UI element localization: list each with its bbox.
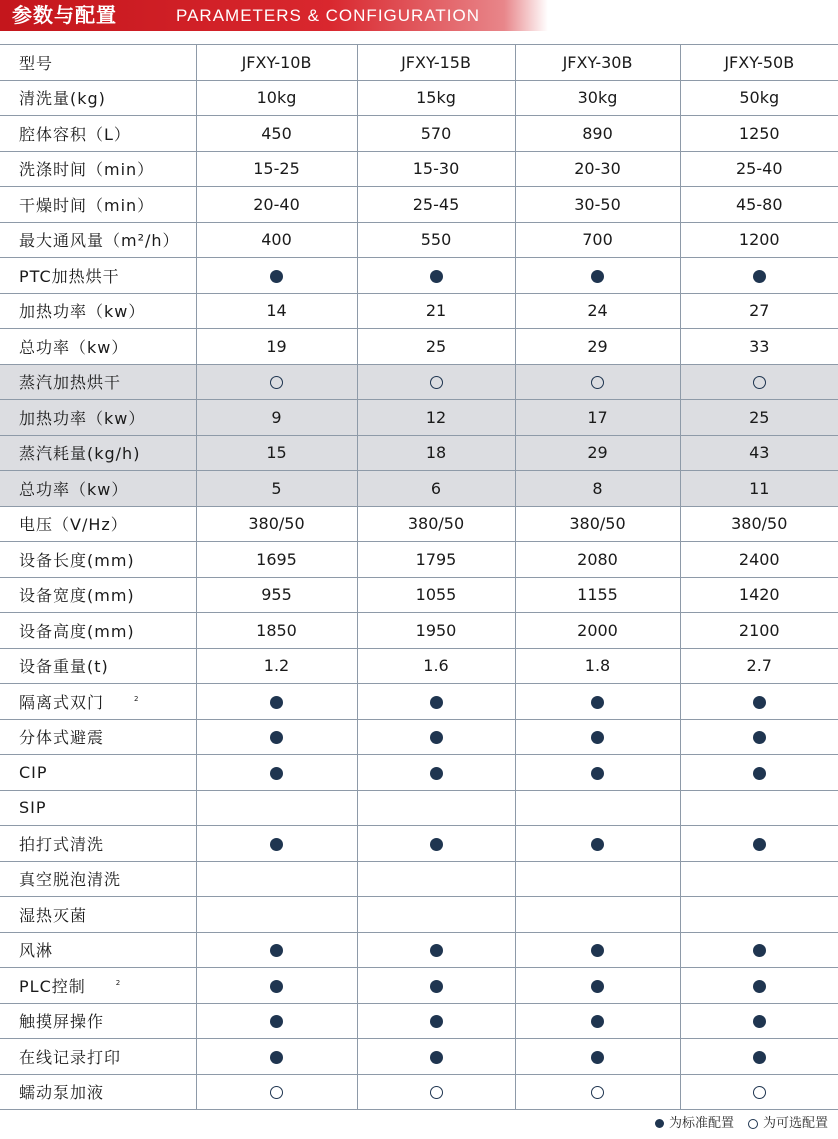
standard-marker-icon <box>430 1051 443 1064</box>
standard-marker-icon <box>270 1051 283 1064</box>
standard-marker-icon <box>591 838 604 851</box>
value-cell: 1.2 <box>196 648 357 684</box>
value-cell <box>196 1074 357 1110</box>
value-cell <box>196 755 357 791</box>
row-note: 2 <box>115 979 122 988</box>
row-label <box>0 826 196 862</box>
standard-marker-icon <box>430 980 443 993</box>
table-header-row <box>0 45 838 81</box>
value-cell <box>680 684 838 720</box>
row-label-text: 设备宽度(mm) <box>19 586 135 606</box>
row-label-text: 真空脱泡清洗 <box>19 870 122 890</box>
value-cell: 570 <box>357 116 515 152</box>
value-cell <box>196 861 357 897</box>
row-label <box>0 648 196 684</box>
value-cell <box>196 1039 357 1075</box>
standard-marker-icon <box>591 767 604 780</box>
row-label <box>0 400 196 436</box>
value-cell: 29 <box>515 435 680 471</box>
standard-marker-icon <box>270 731 283 744</box>
row-label <box>0 506 196 542</box>
row-label-text: 设备高度(mm) <box>19 621 135 641</box>
standard-marker-icon <box>591 944 604 957</box>
value-cell <box>515 364 680 400</box>
table-row <box>0 826 838 862</box>
standard-marker-icon <box>430 731 443 744</box>
value-cell <box>680 826 838 862</box>
section-title-cn: 参数与配置 <box>12 3 117 27</box>
value-cell <box>196 826 357 862</box>
optional-marker-icon <box>591 376 604 389</box>
header-cell-model: JFXY-15B <box>357 45 515 81</box>
standard-marker-icon <box>270 838 283 851</box>
value-cell <box>515 790 680 826</box>
optional-marker-icon <box>270 1086 283 1099</box>
standard-marker-icon <box>430 1015 443 1028</box>
value-cell <box>680 719 838 755</box>
row-label <box>0 1039 196 1075</box>
value-cell: 17 <box>515 400 680 436</box>
row-label-text: 洗涤时间（min） <box>19 160 155 180</box>
header-cell-model: JFXY-10B <box>196 45 357 81</box>
value-cell <box>196 968 357 1004</box>
value-cell <box>680 258 838 294</box>
value-cell: 29 <box>515 329 680 365</box>
value-cell: 19 <box>196 329 357 365</box>
table-row <box>0 577 838 613</box>
value-cell: 25 <box>680 400 838 436</box>
value-cell: 1250 <box>680 116 838 152</box>
value-cell: 45-80 <box>680 187 838 223</box>
value-cell <box>680 755 838 791</box>
table-row <box>0 222 838 258</box>
value-cell <box>680 1003 838 1039</box>
row-label <box>0 471 196 507</box>
table-row <box>0 932 838 968</box>
table-row <box>0 258 838 294</box>
value-cell: 1695 <box>196 542 357 578</box>
row-label-text: 湿热灭菌 <box>19 905 88 925</box>
value-cell <box>357 1039 515 1075</box>
standard-marker-icon <box>270 767 283 780</box>
optional-marker-icon <box>748 1119 758 1129</box>
row-label <box>0 222 196 258</box>
table-row <box>0 329 838 365</box>
table-row <box>0 435 838 471</box>
standard-marker-icon <box>270 696 283 709</box>
row-label <box>0 684 196 720</box>
value-cell: 955 <box>196 577 357 613</box>
row-label <box>0 968 196 1004</box>
value-cell: 380/50 <box>515 506 680 542</box>
table-row <box>0 613 838 649</box>
row-label-text: PLC控制 <box>19 976 86 996</box>
value-cell <box>515 258 680 294</box>
row-label-text: 腔体容积（L） <box>19 124 131 144</box>
legend-standard-label: 为标准配置 <box>668 1116 734 1131</box>
standard-marker-icon <box>270 980 283 993</box>
value-cell: 1420 <box>680 577 838 613</box>
row-label <box>0 1003 196 1039</box>
table-row <box>0 116 838 152</box>
row-label-text: 设备长度(mm) <box>19 550 135 570</box>
standard-marker-icon <box>430 270 443 283</box>
value-cell: 2100 <box>680 613 838 649</box>
value-cell: 1200 <box>680 222 838 258</box>
value-cell: 700 <box>515 222 680 258</box>
table-row <box>0 542 838 578</box>
row-note: 2 <box>134 695 140 704</box>
table-row <box>0 471 838 507</box>
value-cell <box>357 968 515 1004</box>
standard-marker-icon <box>591 1051 604 1064</box>
optional-marker-icon <box>270 376 283 389</box>
standard-marker-icon <box>591 980 604 993</box>
row-label <box>0 364 196 400</box>
row-label-text: 总功率（kw） <box>19 337 129 357</box>
value-cell <box>196 258 357 294</box>
value-cell <box>515 968 680 1004</box>
value-cell: 1.8 <box>515 648 680 684</box>
table-row <box>0 790 838 826</box>
standard-marker-icon <box>591 696 604 709</box>
standard-marker-icon <box>591 270 604 283</box>
value-cell: 33 <box>680 329 838 365</box>
optional-marker-icon <box>430 376 443 389</box>
value-cell: 11 <box>680 471 838 507</box>
section-header-banner <box>0 0 548 31</box>
value-cell <box>357 861 515 897</box>
value-cell <box>196 790 357 826</box>
row-label-text: 隔离式双门 <box>19 692 105 712</box>
value-cell: 18 <box>357 435 515 471</box>
row-label-text: 干燥时间（min） <box>19 195 155 215</box>
standard-marker-icon <box>655 1119 664 1128</box>
value-cell: 450 <box>196 116 357 152</box>
table-row <box>0 364 838 400</box>
optional-marker-icon <box>591 1086 604 1099</box>
value-cell <box>515 861 680 897</box>
spec-table <box>0 44 838 1110</box>
value-cell <box>515 719 680 755</box>
value-cell <box>515 684 680 720</box>
value-cell: 30kg <box>515 80 680 116</box>
value-cell: 400 <box>196 222 357 258</box>
value-cell: 1950 <box>357 613 515 649</box>
value-cell: 15-25 <box>196 151 357 187</box>
row-label-text: 拍打式清洗 <box>19 834 105 854</box>
row-label <box>0 329 196 365</box>
value-cell <box>680 968 838 1004</box>
value-cell <box>680 364 838 400</box>
standard-marker-icon <box>430 696 443 709</box>
value-cell <box>196 1003 357 1039</box>
row-label-text: 分体式避震 <box>19 728 105 748</box>
value-cell <box>357 719 515 755</box>
optional-marker-icon <box>753 1086 766 1099</box>
row-label <box>0 613 196 649</box>
value-cell <box>515 1003 680 1039</box>
value-cell: 20-40 <box>196 187 357 223</box>
row-label-text: 风淋 <box>19 941 54 961</box>
table-row <box>0 80 838 116</box>
value-cell <box>515 755 680 791</box>
row-label <box>0 932 196 968</box>
value-cell: 380/50 <box>196 506 357 542</box>
row-label <box>0 151 196 187</box>
value-cell: 5 <box>196 471 357 507</box>
standard-marker-icon <box>591 731 604 744</box>
row-label-text: PTC加热烘干 <box>19 266 120 286</box>
value-cell: 14 <box>196 293 357 329</box>
value-cell: 25-45 <box>357 187 515 223</box>
value-cell <box>357 826 515 862</box>
standard-marker-icon <box>270 944 283 957</box>
standard-marker-icon <box>753 767 766 780</box>
value-cell: 24 <box>515 293 680 329</box>
value-cell <box>196 684 357 720</box>
value-cell: 15-30 <box>357 151 515 187</box>
row-label <box>0 187 196 223</box>
table-row <box>0 648 838 684</box>
legend-optional-label: 为可选配置 <box>762 1116 828 1131</box>
value-cell <box>515 897 680 933</box>
row-label <box>0 258 196 294</box>
row-label-text: 加热功率（kw） <box>19 408 146 428</box>
value-cell <box>680 932 838 968</box>
value-cell: 890 <box>515 116 680 152</box>
standard-marker-icon <box>270 1015 283 1028</box>
table-row <box>0 506 838 542</box>
standard-marker-icon <box>591 1015 604 1028</box>
standard-marker-icon <box>753 270 766 283</box>
spec-table-body <box>0 45 838 1110</box>
value-cell: 27 <box>680 293 838 329</box>
value-cell <box>357 364 515 400</box>
value-cell: 10kg <box>196 80 357 116</box>
value-cell <box>515 1074 680 1110</box>
value-cell: 6 <box>357 471 515 507</box>
standard-marker-icon <box>270 270 283 283</box>
table-row <box>0 684 838 720</box>
value-cell: 1795 <box>357 542 515 578</box>
header-cell-model: JFXY-50B <box>680 45 838 81</box>
header-cell-label: 型号 <box>0 45 196 81</box>
value-cell <box>357 755 515 791</box>
row-label <box>0 435 196 471</box>
row-label-text: 在线记录打印 <box>19 1047 122 1067</box>
row-label <box>0 1074 196 1110</box>
value-cell: 1.6 <box>357 648 515 684</box>
value-cell: 21 <box>357 293 515 329</box>
value-cell: 1055 <box>357 577 515 613</box>
standard-marker-icon <box>430 944 443 957</box>
row-label-text: 清洗量(kg) <box>19 89 106 109</box>
value-cell <box>357 1074 515 1110</box>
value-cell: 2000 <box>515 613 680 649</box>
row-label <box>0 577 196 613</box>
row-label-text: 蒸汽加热烘干 <box>19 373 122 393</box>
value-cell: 50kg <box>680 80 838 116</box>
row-label-text: 加热功率（kw） <box>19 302 146 322</box>
value-cell: 8 <box>515 471 680 507</box>
value-cell: 12 <box>357 400 515 436</box>
row-label-text: 总功率（kw） <box>19 479 129 499</box>
table-row <box>0 151 838 187</box>
row-label <box>0 80 196 116</box>
optional-marker-icon <box>753 376 766 389</box>
value-cell <box>680 1074 838 1110</box>
row-label <box>0 116 196 152</box>
value-cell: 25-40 <box>680 151 838 187</box>
row-label <box>0 861 196 897</box>
value-cell: 15kg <box>357 80 515 116</box>
row-label <box>0 293 196 329</box>
table-row <box>0 968 838 1004</box>
standard-marker-icon <box>753 944 766 957</box>
value-cell: 15 <box>196 435 357 471</box>
table-row <box>0 861 838 897</box>
value-cell <box>357 258 515 294</box>
value-cell: 25 <box>357 329 515 365</box>
row-label-text: 设备重量(t) <box>19 657 109 677</box>
value-cell <box>515 932 680 968</box>
value-cell: 1850 <box>196 613 357 649</box>
row-label <box>0 897 196 933</box>
table-row <box>0 719 838 755</box>
standard-marker-icon <box>430 767 443 780</box>
table-row <box>0 400 838 436</box>
value-cell <box>196 897 357 933</box>
standard-marker-icon <box>753 838 766 851</box>
value-cell: 1155 <box>515 577 680 613</box>
value-cell <box>196 364 357 400</box>
header-cell-model: JFXY-30B <box>515 45 680 81</box>
value-cell <box>357 932 515 968</box>
standard-marker-icon <box>430 838 443 851</box>
row-label-text: 蠕动泵加液 <box>19 1083 105 1103</box>
row-label-text: 电压（V/Hz） <box>19 515 128 535</box>
value-cell <box>680 1039 838 1075</box>
value-cell: 30-50 <box>515 187 680 223</box>
value-cell: 380/50 <box>357 506 515 542</box>
row-label-text: SIP <box>19 798 47 818</box>
value-cell <box>357 684 515 720</box>
value-cell: 2.7 <box>680 648 838 684</box>
value-cell <box>196 719 357 755</box>
table-row <box>0 293 838 329</box>
value-cell <box>680 897 838 933</box>
table-row <box>0 187 838 223</box>
value-cell <box>357 897 515 933</box>
row-label-text: 最大通风量（m²/h） <box>19 231 180 251</box>
value-cell <box>680 790 838 826</box>
optional-marker-icon <box>430 1086 443 1099</box>
value-cell <box>680 861 838 897</box>
row-label <box>0 719 196 755</box>
value-cell <box>515 826 680 862</box>
row-label <box>0 542 196 578</box>
table-row <box>0 1074 838 1110</box>
value-cell: 2080 <box>515 542 680 578</box>
value-cell: 380/50 <box>680 506 838 542</box>
legend <box>655 1109 828 1139</box>
table-row <box>0 897 838 933</box>
standard-marker-icon <box>753 1015 766 1028</box>
value-cell <box>357 1003 515 1039</box>
value-cell <box>357 790 515 826</box>
row-label <box>0 755 196 791</box>
value-cell: 550 <box>357 222 515 258</box>
value-cell: 20-30 <box>515 151 680 187</box>
section-title-en: PARAMETERS & CONFIGURATION <box>176 6 481 25</box>
value-cell: 9 <box>196 400 357 436</box>
table-row <box>0 1003 838 1039</box>
table-row <box>0 1039 838 1075</box>
standard-marker-icon <box>753 1051 766 1064</box>
row-label <box>0 790 196 826</box>
row-label-text: 蒸汽耗量(kg/h) <box>19 444 141 464</box>
value-cell: 43 <box>680 435 838 471</box>
standard-marker-icon <box>753 696 766 709</box>
value-cell <box>196 932 357 968</box>
value-cell: 2400 <box>680 542 838 578</box>
standard-marker-icon <box>753 980 766 993</box>
table-row <box>0 755 838 791</box>
row-label-text: CIP <box>19 762 48 782</box>
standard-marker-icon <box>753 731 766 744</box>
value-cell <box>515 1039 680 1075</box>
row-label-text: 触摸屏操作 <box>19 1012 105 1032</box>
